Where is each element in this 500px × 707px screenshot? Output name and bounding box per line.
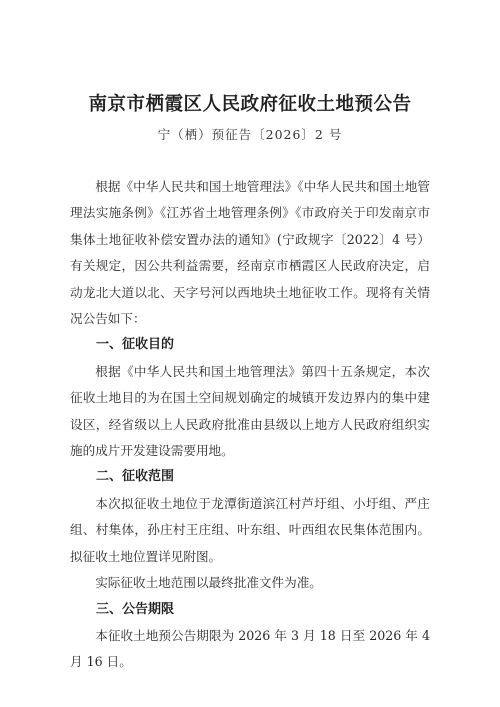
notice-body (70, 174, 430, 676)
section-heading-scope: 二、征收范围 (96, 469, 175, 485)
scope-paragraph: 本次拟征收土地位于龙潭街道滨江村芦圩组、小圩组、严庄组、村集体，孙庄村王庄组、叶东组、叶西组农民集体范围内。拟征收土地位置详见附图。 (70, 495, 430, 564)
document-number: 宁（栖）预征告〔2026〕2 号 (157, 127, 343, 142)
scope-note-paragraph: 实际征收土地范围以最终批准文件为准。 (95, 575, 322, 591)
section-heading-purpose: 一、征收目的 (96, 337, 175, 353)
purpose-paragraph: 根据《中华人民共和国土地管理法》第四十五条规定，本次征收土地目的为在国土空间规划确定的城镇开发边界内的集中建设区，经省级以上人民政府批准由县级以上地方人民政府组织实施的成片开发建设需要用地。 (70, 363, 430, 459)
notice-title: 南京市栖霞区人民政府征收土地预公告 (88, 94, 412, 115)
section-heading-period: 三、公告期限 (96, 601, 175, 617)
intro-paragraph: 根据《中华人民共和国土地管理法》《中华人民共和国土地管理法实施条例》《江苏省土地管理条例》《市政府关于印发南京市集体土地征收补偿安置办法的通知》(宁政规字〔2022〕4 号）有关规定，因公共利益需要，经南京市栖霞区人民政府决定，启动龙北大道以北、天字号河以西地块土地征收工作。现将有关情况公告如下： (70, 179, 430, 327)
period-paragraph: 本征收土地预公告期限为 2026 年 3 月 18 日至 2026 年 4 月 16 日。 (70, 627, 430, 670)
